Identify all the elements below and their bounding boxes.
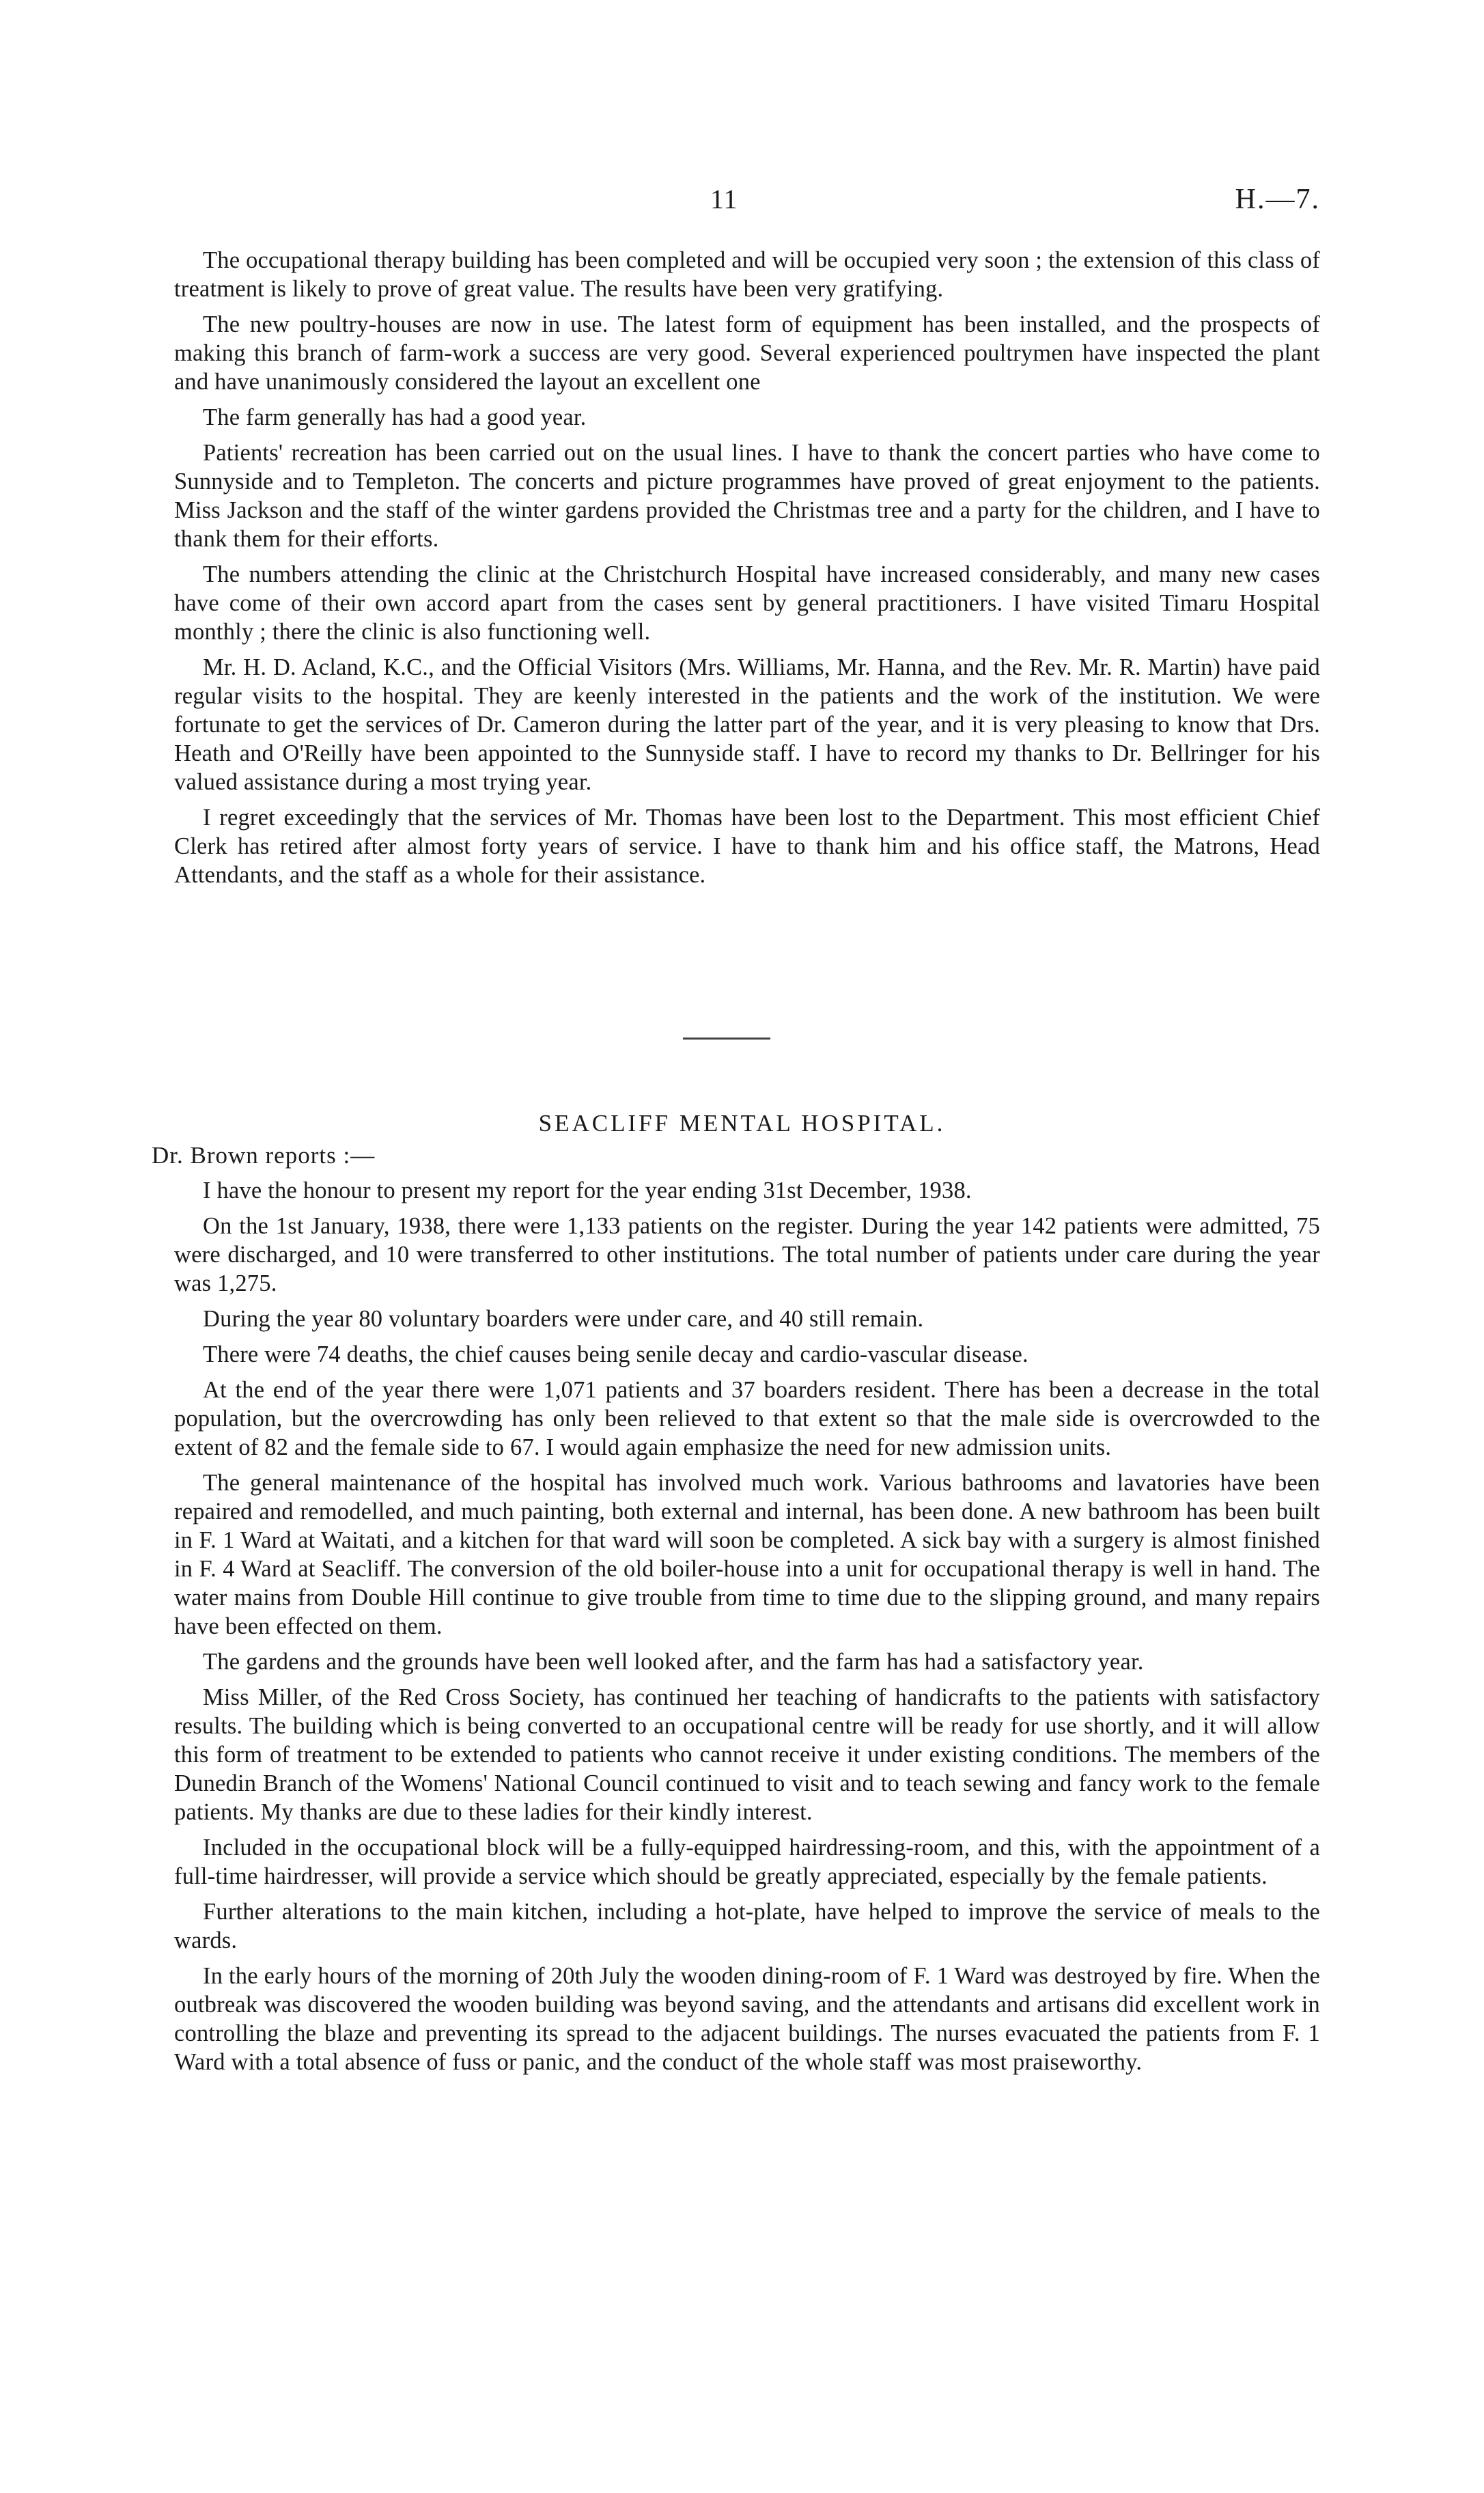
report-reference: H.—7.: [1235, 184, 1320, 215]
page-number: 11: [710, 184, 738, 214]
paragraph-overcrowding: At the end of the year there were 1,071 patients and 37 boarders resident. There has been a decrease in the total population, but the overcrowding has only been relieved to that extent so that the male side is overcrowded to the extent of 82 and the female side to 67. I would again emphasize the need for new admission units.: [174, 1377, 1320, 1460]
paragraph-deaths: There were 74 deaths, the chief causes being senile decay and cardio-vascular disease.: [203, 1341, 1028, 1367]
paragraph-hairdressing: Included in the occupational block will be a fully-equipped hairdressing-room, and this, with the appointment of a full-time hairdresser, will provide a service which should be greatly appreciated, especially by the female patients.: [174, 1835, 1320, 1889]
paragraph-farm: The farm generally has had a good year.: [203, 404, 587, 430]
reporter-line: Dr. Brown reports :—: [152, 1142, 376, 1169]
paragraph-voluntary-boarders: During the year 80 voluntary boarders were under care, and 40 still remain.: [203, 1306, 924, 1332]
paragraph-poultry-houses: The new poultry-houses are now in use. The latest form of equipment has been installed, and the prospects of making this branch of farm-work a success are very good. Several experienced poultrymen have inspected the plant and have unanimously considered the layout an excellent one: [174, 311, 1320, 395]
paragraph-official-visitors: Mr. H. D. Acland, K.C., and the Official Visitors (Mrs. Williams, Mr. Hanna, and the Rev. Mr. R. Martin) have paid regular visits to the hospital. They are keenly interested in the patients and the work of the institution. We were fortunate to get the services of Dr. Cameron during the latter part of the year, and it is very pleasing to know that Drs. Heath and O'Reilly have been appointed to the Sunnyside staff. I have to record my thanks to Dr. Bellringer for his valued assistance during a most trying year.: [174, 654, 1320, 795]
seacliff-report: [174, 1176, 1320, 2083]
paragraph-clinic: The numbers attending the clinic at the Christchurch Hospital have increased considerably, and many new cases have come of their own accord apart from the cases sent by general practitioners. I have visited Timaru Hospital monthly ; there the clinic is also functioning well.: [174, 561, 1320, 645]
paragraph-recreation: Patients' recreation has been carried out on the usual lines. I have to thank the concert parties who have come to Sunnyside and to Templeton. The concerts and picture programmes have proved of great enjoyment to the patients. Miss Jackson and the staff of the winter gardens provided the Christmas tree and a party for the children, and I have to thank them for their efforts.: [174, 440, 1320, 552]
paragraph-kitchen: Further alterations to the main kitchen, including a hot-plate, have helped to improve the service of meals to the wards.: [174, 1899, 1320, 1953]
sunnyside-report-continuation: [174, 246, 1320, 896]
paragraph-chief-clerk: I regret exceedingly that the services of Mr. Thomas have been lost to the Department. This most efficient Chief Clerk has retired after almost forty years of service. I have to thank him and his office staff, the Matrons, Head Attendants, and the staff as a whole for their assistance.: [174, 805, 1320, 888]
section-divider: [683, 1037, 770, 1040]
paragraph-gardens: The gardens and the grounds have been well looked after, and the farm has had a satisfactory year.: [203, 1649, 1144, 1675]
paragraph-red-cross: Miss Miller, of the Red Cross Society, has continued her teaching of handicrafts to the patients with satisfactory results. The building which is being converted to an occupational centre will be ready for use shortly, and it will allow this form of treatment to be extended to patients who cannot receive it under existing conditions. The members of the Dunedin Branch of the Womens' National Council continued to visit and to teach sewing and fancy work to the female patients. My thanks are due to these ladies for their kindly interest.: [174, 1684, 1320, 1825]
paragraph-register: On the 1st January, 1938, there were 1,133 patients on the register. During the year 142 patients were admitted, 75 were discharged, and 10 were transferred to other institutions. The total number of patients under care during the year was 1,275.: [174, 1213, 1320, 1296]
section-heading: SEACLIFF MENTAL HOSPITAL.: [538, 1110, 946, 1137]
paragraph-occupational-therapy: The occupational therapy building has been completed and will be occupied very soon ; the extension of this class of treatment is likely to prove of great value. The results have been very gratifying.: [174, 247, 1320, 302]
paragraph-fire: In the early hours of the morning of 20th July the wooden dining-room of F. 1 Ward was destroyed by fire. When the outbreak was discovered the wooden building was beyond saving, and the attendants and artisans did excellent work in controlling the blaze and preventing its spread to the adjacent buildings. The nurses evacuated the patients from F. 1 Ward with a total absence of fuss or panic, and the conduct of the whole staff was most praiseworthy.: [174, 1963, 1320, 2075]
paragraph-maintenance: The general maintenance of the hospital has involved much work. Various bathrooms and lavatories have been repaired and remodelled, and much painting, both external and internal, has been done. A new bathroom has been built in F. 1 Ward at Waitati, and a kitchen for that ward will soon be completed. A sick bay with a surgery is almost finished in F. 4 Ward at Seacliff. The conversion of the old boiler-house into a unit for occupational therapy is well in hand. The water mains from Double Hill continue to give trouble from time to time due to the slipping ground, and many repairs have been effected on them.: [174, 1470, 1320, 1639]
paragraph-honour: I have the honour to present my report for the year ending 31st December, 1938.: [203, 1178, 972, 1203]
